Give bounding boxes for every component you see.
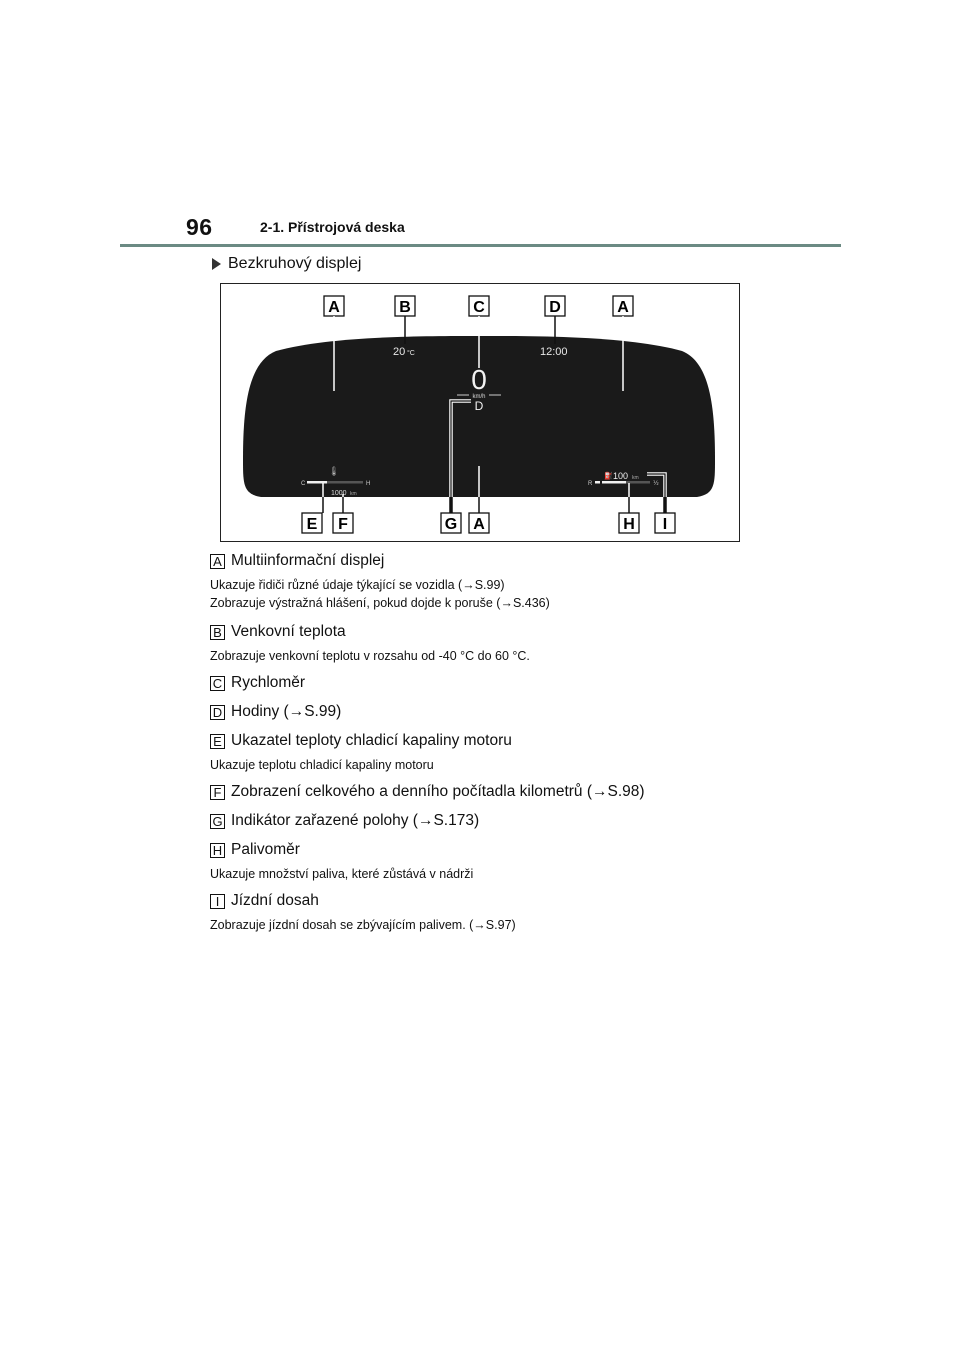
callout-label: A [473, 516, 485, 533]
item-d [210, 703, 341, 721]
item-title: Palivoměr [231, 841, 300, 858]
item-a-desc-1: Ukazuje řidiči různé údaje týkající se vozidla (→S.99) [210, 578, 505, 592]
item-letter-badge: D [210, 705, 225, 720]
gear-readout: D [474, 399, 484, 413]
callout-label: D [549, 299, 561, 316]
callout-h [619, 513, 639, 533]
section-heading [212, 255, 361, 273]
coolant-h-label: H [366, 481, 371, 487]
callout-label: F [338, 516, 348, 533]
item-title: Zobrazení celkového a denního počítadla kilometrů (→S.98) [231, 783, 645, 800]
callout-label: C [473, 299, 485, 316]
callout-label: H [623, 516, 635, 533]
item-e [210, 732, 512, 750]
callout-label: I [662, 516, 668, 533]
callout-label: B [399, 299, 411, 316]
item-letter-badge: C [210, 676, 225, 691]
item-b-desc-1: Zobrazuje venkovní teplotu v rozsahu od -40 °C do 60 °C. [210, 649, 530, 663]
item-a-desc-2: Zobrazuje výstražná hlášení, pokud dojde k poruše (→S.436) [210, 596, 550, 610]
item-i [210, 892, 319, 910]
speed-unit: km/h [472, 394, 486, 400]
fuel-r-label: R [588, 481, 593, 487]
speed-readout: 0 [471, 364, 487, 395]
item-i-desc-1: Zobrazuje jízdní dosah se zbývajícím palivem. (→S.97) [210, 918, 516, 932]
callout-label: A [328, 299, 340, 316]
temp-unit: °C [407, 350, 415, 357]
page-number: 96 [186, 214, 213, 240]
range-unit: km [632, 475, 639, 481]
odometer-unit: km [350, 491, 357, 497]
odometer-readout: 1000 [331, 490, 347, 497]
item-title: Ukazatel teploty chladicí kapaliny motoru [231, 732, 512, 749]
item-title: Venkovní teplota [231, 623, 346, 640]
item-title: Jízdní dosah [231, 892, 319, 909]
callout-label: A [617, 299, 629, 316]
callout-a-bottom [469, 513, 489, 533]
item-g [210, 812, 479, 830]
header-divider [120, 244, 841, 247]
section-title: Bezkruhový displej [228, 255, 362, 272]
item-title: Multiinformační displej [231, 552, 385, 569]
outside-temp-readout: 20 [393, 346, 406, 358]
item-title: Indikátor zařazené polohy (→S.173) [231, 812, 480, 829]
fuel-pump-icon: ⛽ [604, 472, 613, 480]
item-letter-badge: F [210, 785, 225, 800]
triangle-bullet-icon [212, 258, 221, 270]
item-letter-badge: G [210, 814, 225, 829]
item-letter-badge: H [210, 843, 225, 858]
item-h [210, 841, 300, 859]
callout-e [302, 513, 322, 533]
item-e-desc-1: Ukazuje teplotu chladicí kapaliny motoru [210, 758, 434, 772]
item-f [210, 783, 645, 801]
clock-readout: 12:00 [540, 346, 568, 358]
callout-label: G [444, 516, 458, 533]
instrument-cluster-figure [220, 283, 740, 542]
coolant-thermometer-icon: 🌡 [328, 467, 340, 477]
item-letter-badge: E [210, 734, 225, 749]
item-title: Rychloměr [231, 674, 306, 691]
callout-f [333, 513, 353, 533]
item-b [210, 623, 346, 641]
item-letter-badge: A [210, 554, 225, 569]
chapter-title: 2-1. Přístrojová deska [260, 219, 405, 235]
coolant-c-label: C [301, 481, 306, 487]
callout-i [655, 513, 675, 533]
item-c [210, 674, 305, 692]
callout-g [441, 513, 461, 533]
range-readout: 100 [613, 471, 629, 481]
item-h-desc-1: Ukazuje množství paliva, které zůstává v nádrži [210, 867, 474, 881]
fuel-half-label: ½ [653, 480, 659, 487]
item-title: Hodiny (→S.99) [231, 703, 342, 720]
item-letter-badge: B [210, 625, 225, 640]
item-letter-badge: I [210, 894, 225, 909]
callout-label: E [306, 516, 318, 533]
item-a [210, 552, 384, 570]
